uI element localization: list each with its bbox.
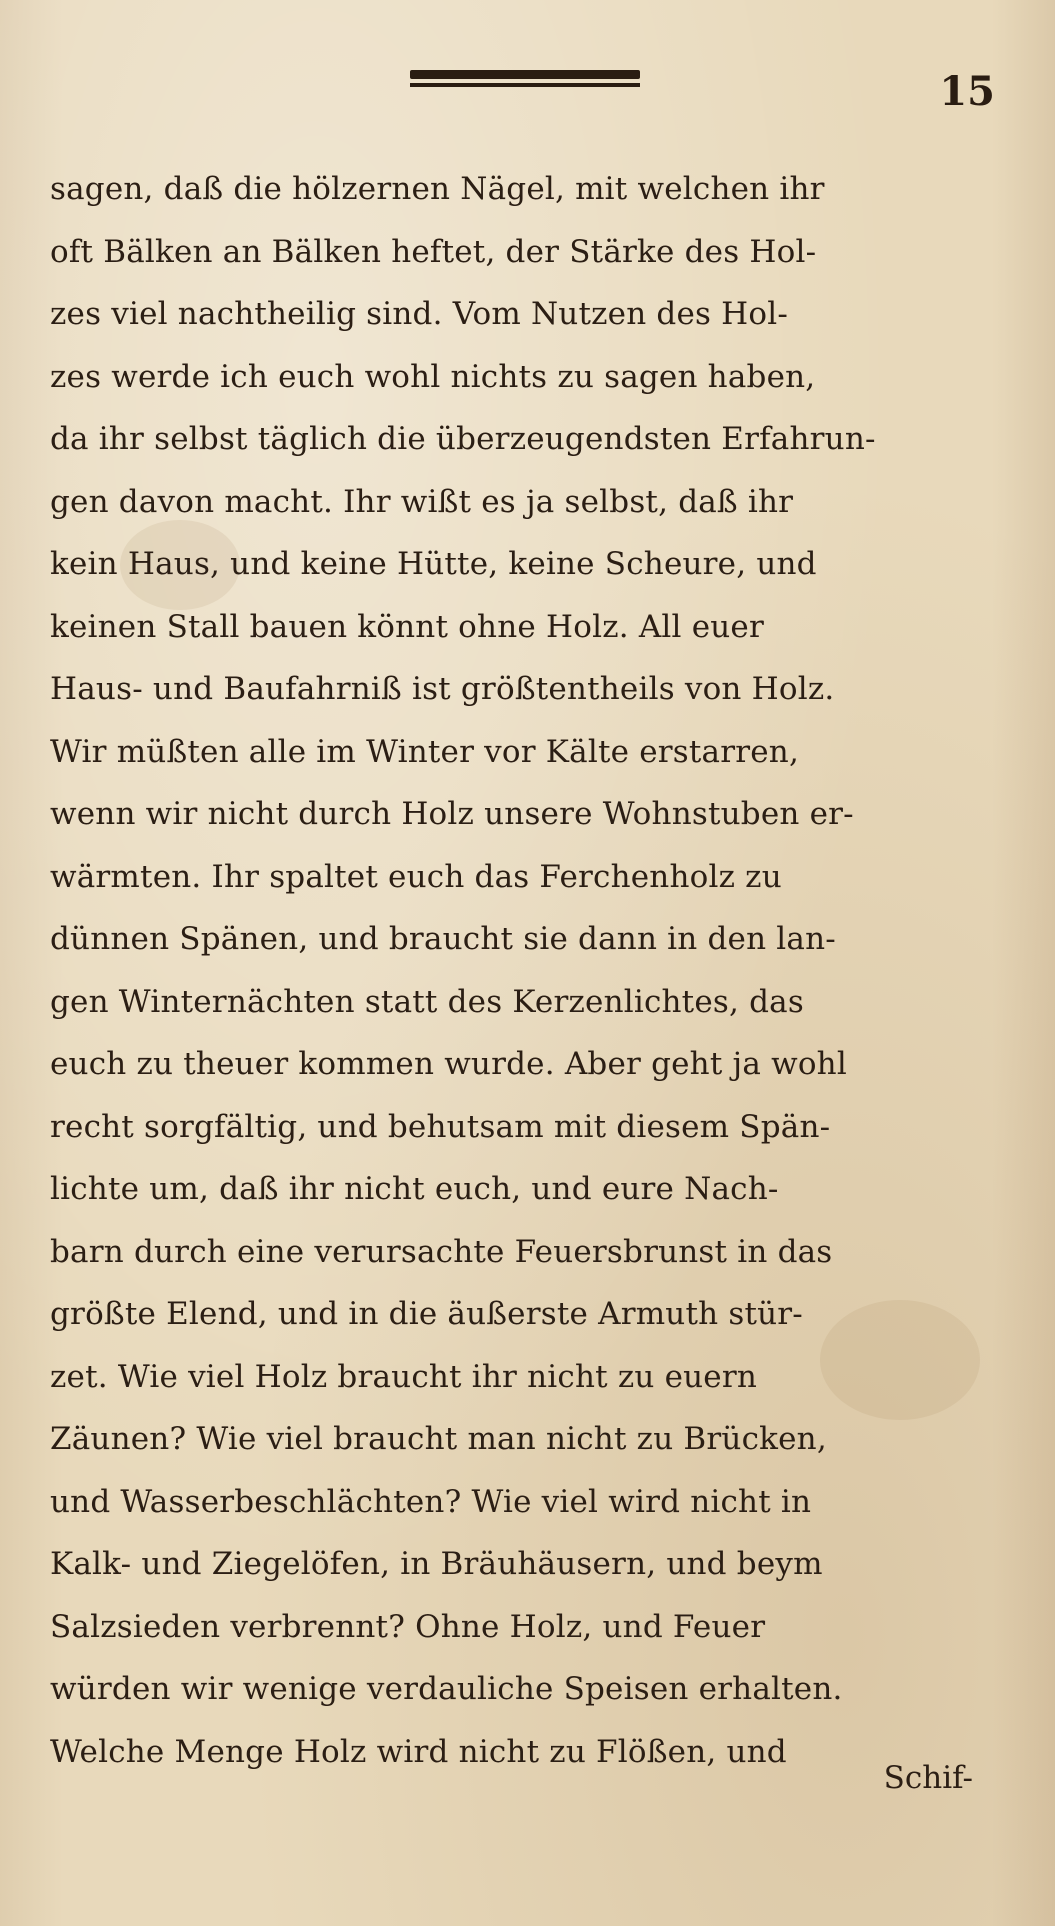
text-line: recht sorgfältig, und behutsam mit diesem Spän- (50, 1108, 831, 1145)
text-line: barn durch eine verursachte Feuersbrunst in das (50, 1233, 833, 1270)
text-line: Zäunen? Wie viel braucht man nicht zu Brücken, (50, 1421, 827, 1457)
text-line: wärmten. Ihr spaltet euch das Ferchenholz zu (50, 858, 782, 895)
text-line: Salzsieden verbrennt? Ohne Holz, und Feuer (50, 1608, 766, 1645)
text-line: keinen Stall bauen könnt ohne Holz. All euer (50, 608, 764, 645)
text-line: Welche Menge Holz wird nicht zu Flößen, und (50, 1733, 787, 1770)
text-line: zet. Wie viel Holz braucht ihr nicht zu euern (50, 1358, 758, 1395)
text-line: und Wasserbeschlächten? Wie viel wird nicht in (50, 1483, 812, 1520)
body-text (50, 158, 1010, 1783)
text-line: lichte um, daß ihr nicht euch, und eure Nach- (50, 1171, 779, 1207)
text-line: wenn wir nicht durch Holz unsere Wohnstuben er- (50, 796, 854, 832)
header-ornament (410, 70, 640, 90)
text-line: würden wir wenige verdauliche Speisen erhalten. (50, 1671, 843, 1707)
text-line: gen Winternächten statt des Kerzenlichtes, das (50, 983, 804, 1020)
page-number: 15 (939, 68, 995, 115)
text-line: Wir müßten alle im Winter vor Kälte erstarren, (50, 733, 800, 770)
text-line: kein Haus, und keine Hütte, keine Scheure, und (50, 546, 817, 582)
text-line: oft Bälken an Bälken heftet, der Stärke des Hol- (50, 233, 817, 270)
text-line: Haus- und Baufahrniß ist größtentheils von Holz. (50, 671, 835, 707)
text-line: da ihr selbst täglich die überzeugendsten Erfahrun- (50, 421, 876, 457)
catchword: Schif- (883, 1760, 973, 1796)
ornament-thin-rule (410, 83, 640, 87)
text-line: euch zu theuer kommen wurde. Aber geht ja wohl (50, 1046, 847, 1082)
text-line: Kalk- und Ziegelöfen, in Bräuhäusern, und beym (50, 1546, 823, 1582)
ornament-thick-rule (410, 70, 640, 79)
text-line: gen davon macht. Ihr wißt es ja selbst, daß ihr (50, 483, 794, 520)
text-line: dünnen Spänen, und braucht sie dann in den lan- (50, 921, 836, 957)
text-line: zes werde ich euch wohl nichts zu sagen haben, (50, 358, 816, 395)
text-line: zes viel nachtheilig sind. Vom Nutzen des Hol- (50, 296, 789, 332)
text-line: größte Elend, und in die äußerste Armuth stür- (50, 1296, 803, 1332)
text-line: sagen, daß die hölzernen Nägel, mit welchen ihr (50, 171, 825, 207)
